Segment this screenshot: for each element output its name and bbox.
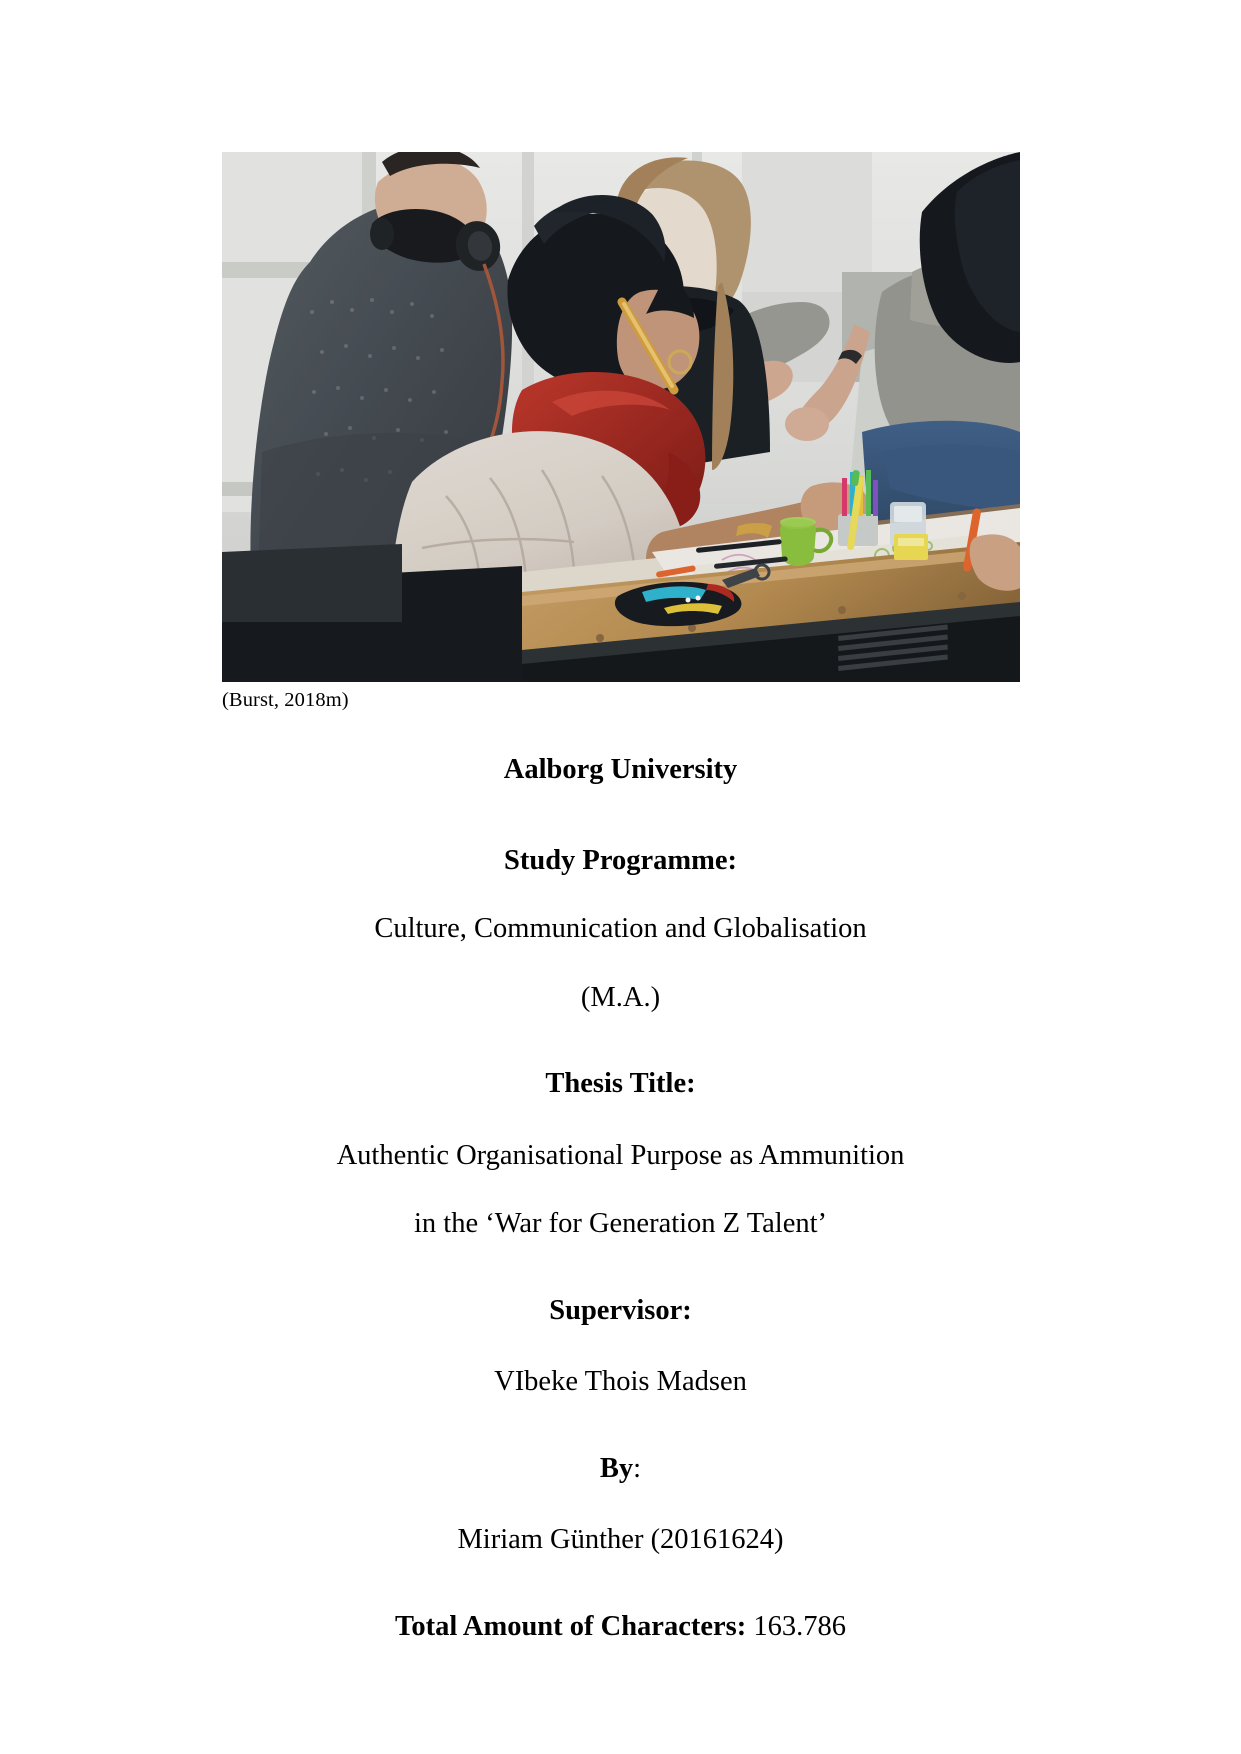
spacer: [0, 1555, 1241, 1613]
by-label: By: [599, 1452, 634, 1484]
thesis-title-label: Thesis Title:: [545, 1068, 696, 1099]
by-colon: :: [633, 1452, 642, 1484]
spacer: [0, 944, 1241, 984]
study-programme-label: Study Programme:: [504, 844, 737, 876]
photograph-illustration: [222, 152, 1020, 682]
spacer: [0, 875, 1241, 915]
by-line: [0, 1452, 1241, 1484]
figure-caption: (Burst, 2018m): [222, 689, 349, 711]
study-programme-degree: (M.A.): [580, 981, 661, 1013]
cover-photograph: [222, 152, 1020, 682]
spacer: [0, 1012, 1241, 1070]
thesis-title-line-1: Authentic Organisational Purpose as Ammunition: [336, 1139, 905, 1171]
university-name: Aalborg University: [503, 754, 738, 785]
character-count-label: Total Amount of Characters:: [395, 1610, 747, 1642]
spacer: [0, 1325, 1241, 1368]
spacer: [0, 1099, 1241, 1142]
author-name: Miriam Günther (20161624): [457, 1524, 784, 1555]
spacer: [0, 785, 1241, 847]
cover-figure: [222, 152, 1020, 713]
thesis-title-line-2: in the ‘War for Generation Z Talent’: [413, 1208, 827, 1239]
study-programme-value: Culture, Communication and Globalisation: [374, 913, 867, 944]
spacer: [0, 1397, 1241, 1455]
title-text-block: [0, 756, 1241, 1641]
character-count-value: 163.786: [753, 1610, 846, 1642]
supervisor-name: VIbeke Thois Madsen: [494, 1366, 747, 1397]
spacer: [0, 1170, 1241, 1210]
spacer: [0, 1239, 1241, 1297]
supervisor-label: Supervisor:: [549, 1294, 692, 1326]
character-count-line: [0, 1610, 1241, 1642]
spacer: [0, 1483, 1241, 1526]
